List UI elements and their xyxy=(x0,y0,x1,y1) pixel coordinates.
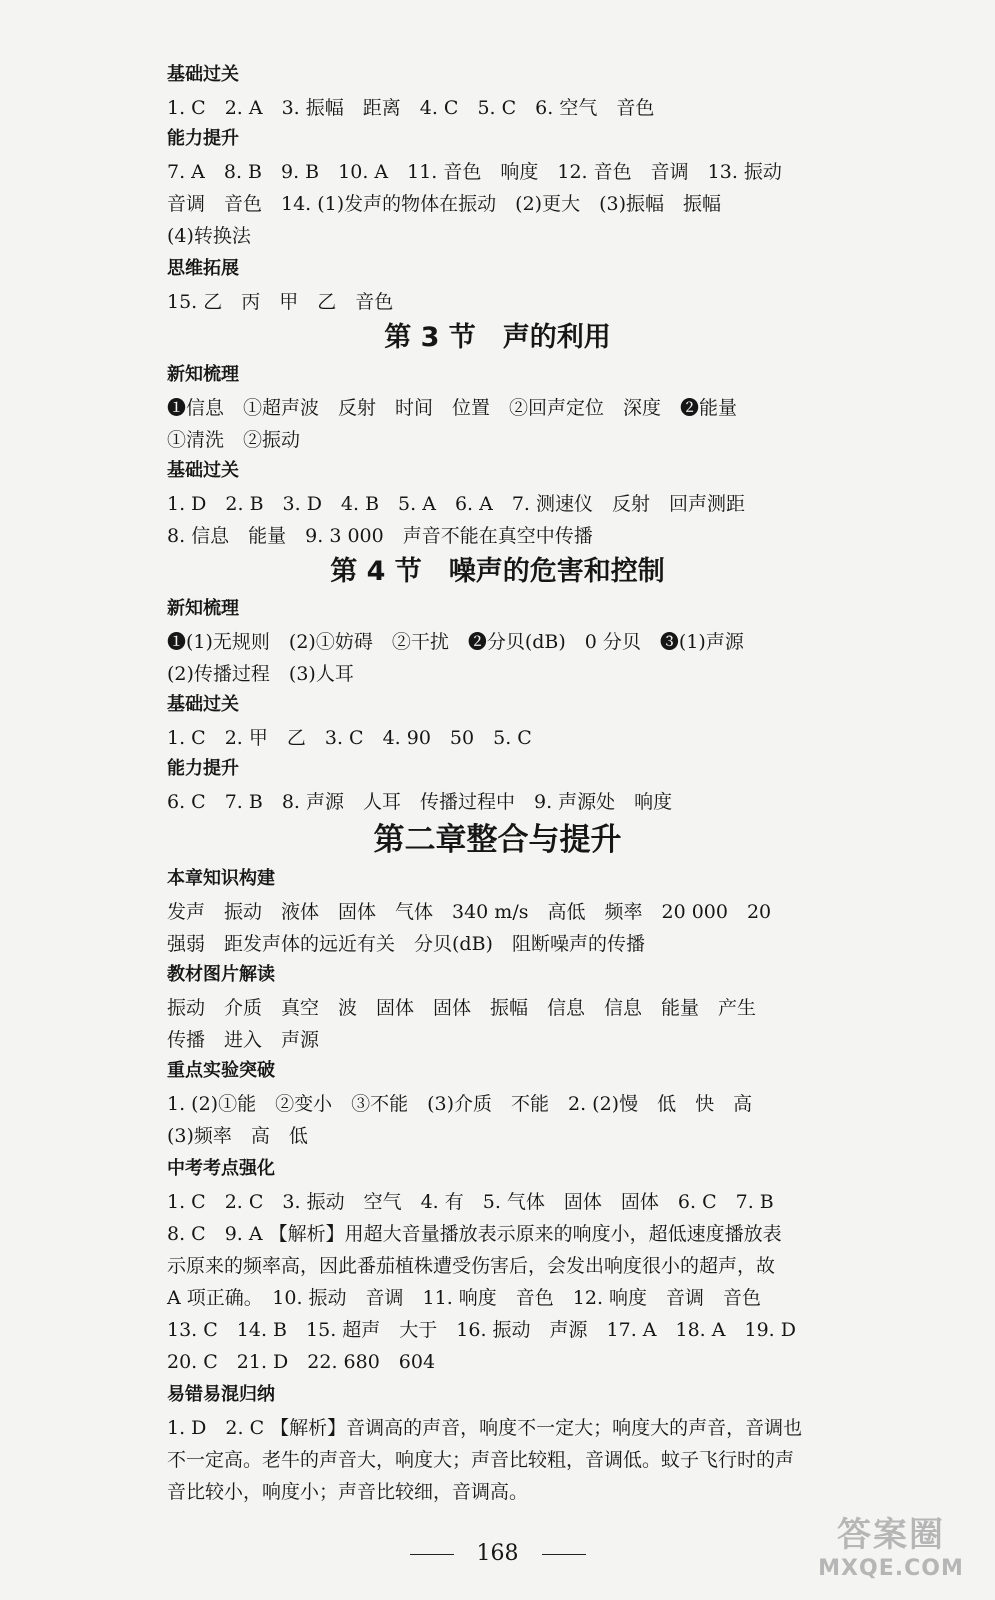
section-new-knowledge-3 xyxy=(167,364,797,456)
footer-dash-left xyxy=(410,1554,454,1555)
watermark-logo xyxy=(801,1514,981,1586)
section-heading: 基础过关 xyxy=(167,460,239,481)
answer-line: (4)转换法 xyxy=(167,225,251,247)
section-common-mistakes xyxy=(167,1384,803,1508)
section-basic-1 xyxy=(167,64,797,124)
section-knowledge-structure xyxy=(167,868,797,960)
section-heading: 教材图片解读 xyxy=(167,964,275,985)
answer-line: A 项正确。 10. 振动 音调 11. 响度 音色 12. 响度 音调 音色 xyxy=(167,1287,762,1309)
page-number: 168 xyxy=(476,1541,519,1566)
answer-line: 音比较小，响度小；声音比较细，音调高。 xyxy=(167,1481,529,1503)
section-heading: 新知梳理 xyxy=(167,598,239,619)
answer-line: 振动 介质 真空 波 固体 固体 振幅 信息 信息 能量 产生 xyxy=(167,997,757,1019)
section-thinking xyxy=(167,258,797,318)
answer-line: 1. C 2. C 3. 振动 空气 4. 有 5. 气体 固体 固体 6. C 7. B xyxy=(167,1191,774,1213)
section-basic-3 xyxy=(167,460,797,552)
section-heading: 能力提升 xyxy=(167,758,239,779)
answer-line: 强弱 距发声体的远近有关 分贝(dB) 阻断噪声的传播 xyxy=(167,933,645,955)
section-heading: 本章知识构建 xyxy=(167,868,275,889)
section-heading: 能力提升 xyxy=(167,128,239,149)
section-heading: 重点实验突破 xyxy=(167,1060,275,1081)
section-exam-points xyxy=(167,1158,797,1378)
answer-line: 6. C 7. B 8. 声源 人耳 传播过程中 9. 声源处 响度 xyxy=(167,791,673,813)
answer-line: 20. C 21. D 22. 680 604 xyxy=(167,1351,436,1373)
section-heading: 易错易混归纳 xyxy=(167,1384,275,1405)
answer-line: 1. D 2. B 3. D 4. B 5. A 6. A 7. 测速仪 反射 回声测距 xyxy=(167,493,746,515)
answer-line: ❶信息 ①超声波 反射 时间 位置 ②回声定位 深度 ❷能量 xyxy=(167,397,738,419)
answer-line: ❶(1)无规则 (2)①妨碍 ②干扰 ❷分贝(dB) 0 分贝 ❸(1)声源 xyxy=(167,631,744,653)
watermark-domain: MXQE.COM xyxy=(818,1556,964,1581)
section-textbook-figures xyxy=(167,964,797,1056)
section-heading: 思维拓展 xyxy=(167,258,239,279)
watermark-text: 答案圈 xyxy=(837,1515,945,1555)
lesson-title-4: 第 4 节 噪声的危害和控制 xyxy=(330,556,665,587)
section-ability-1 xyxy=(167,128,797,252)
answer-line: 8. C 9. A 【解析】用超大音量播放表示原来的响度小，超低速度播放表 xyxy=(167,1223,782,1245)
section-new-knowledge-4 xyxy=(167,598,797,690)
answer-line: 15. 乙 丙 甲 乙 音色 xyxy=(167,291,394,313)
section-heading: 基础过关 xyxy=(167,64,239,85)
answer-line: 7. A 8. B 9. B 10. A 11. 音色 响度 12. 音色 音调 13. 振动 xyxy=(167,161,782,183)
answer-line: 发声 振动 液体 固体 气体 340 m/s 高低 频率 20 000 20 xyxy=(167,901,772,923)
answer-line: 13. C 14. B 15. 超声 大于 16. 振动 声源 17. A 18. A 19. D xyxy=(167,1319,796,1341)
answer-line: 1. C 2. 甲 乙 3. C 4. 90 50 5. C xyxy=(167,727,532,749)
answer-line: 1. C 2. A 3. 振幅 距离 4. C 5. C 6. 空气 音色 xyxy=(167,97,655,119)
answer-line: (2)传播过程 (3)人耳 xyxy=(167,663,354,685)
lesson-title-3: 第 3 节 声的利用 xyxy=(384,322,611,353)
answer-line: (3)频率 高 低 xyxy=(167,1125,308,1147)
section-heading: 新知梳理 xyxy=(167,364,239,385)
answer-line: 8. 信息 能量 9. 3 000 声音不能在真空中传播 xyxy=(167,525,593,547)
answer-line: 不一定高。老牛的声音大，响度大；声音比较粗，音调低。蚊子飞行时的声 xyxy=(167,1449,795,1471)
section-basic-4 xyxy=(167,694,797,754)
section-heading: 基础过关 xyxy=(167,694,239,715)
answer-line: 传播 进入 声源 xyxy=(167,1029,320,1051)
answer-line: 示原来的频率高，因此番茄植株遭受伤害后，会发出响度很小的超声，故 xyxy=(167,1255,776,1277)
chapter-title: 第二章整合与提升 xyxy=(373,822,622,858)
answer-line: ①清洗 ②振动 xyxy=(167,429,301,451)
answer-line: 1. D 2. C 【解析】音调高的声音，响度不一定大；响度大的声音，音调也 xyxy=(167,1417,803,1439)
section-heading: 中考考点强化 xyxy=(167,1158,275,1179)
footer-dash-right xyxy=(542,1554,586,1555)
answer-line: 1. (2)①能 ②变小 ③不能 (3)介质 不能 2. (2)慢 低 快 高 xyxy=(167,1093,753,1115)
section-key-experiments xyxy=(167,1060,797,1152)
section-ability-4 xyxy=(167,758,797,818)
answer-line: 音调 音色 14. (1)发声的物体在振动 (2)更大 (3)振幅 振幅 xyxy=(167,193,721,215)
